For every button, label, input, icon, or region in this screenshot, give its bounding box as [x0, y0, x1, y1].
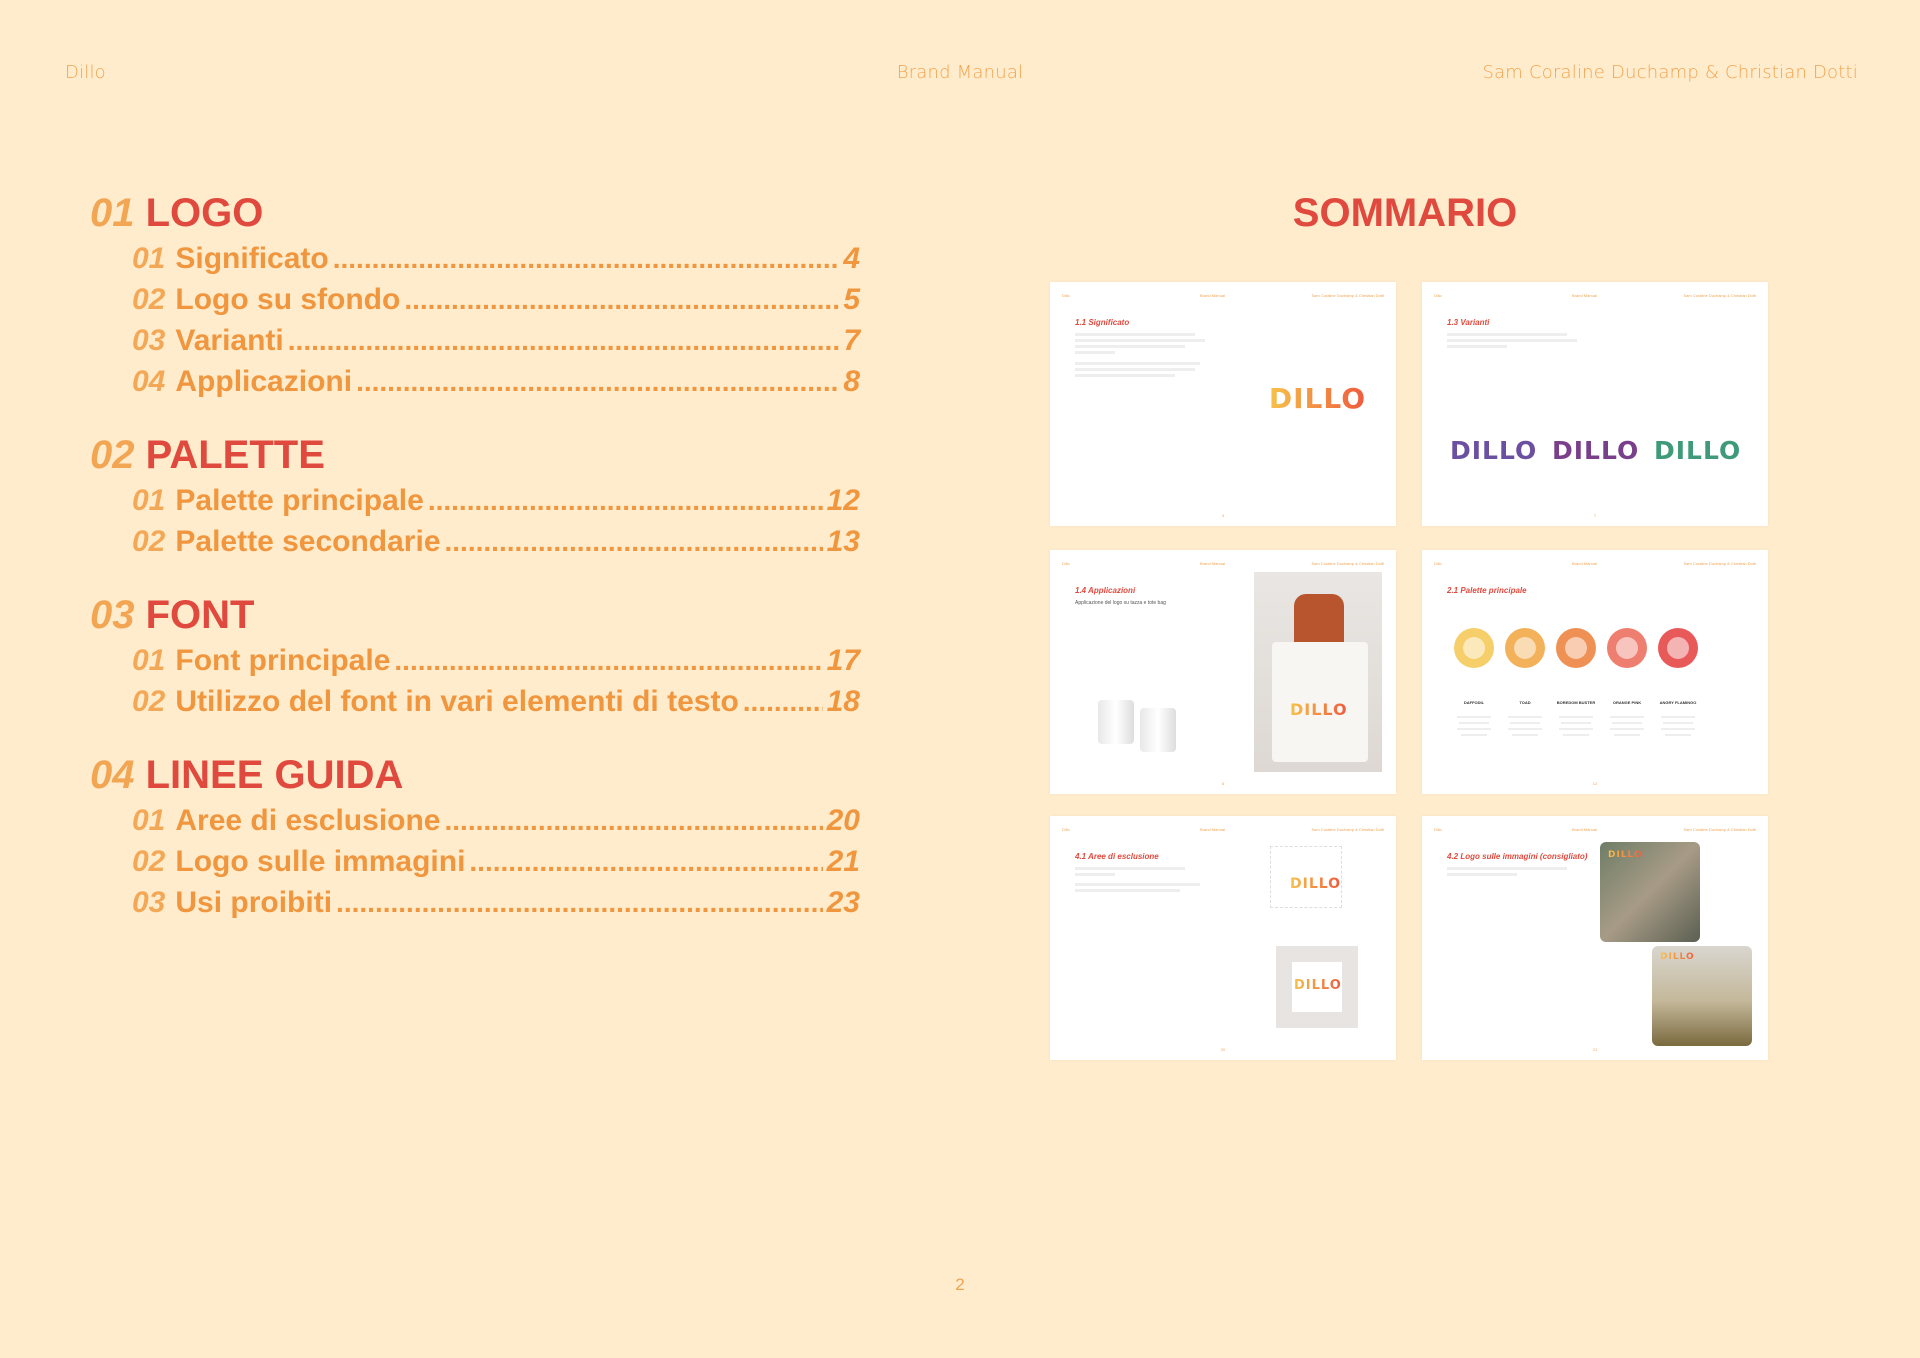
entry-page: 20: [826, 804, 860, 837]
entry-label: Logo su sfondo: [175, 283, 401, 316]
dot-leader: [336, 882, 823, 923]
thumbnail-significato[interactable]: [1050, 282, 1396, 526]
entry-page: 18: [826, 685, 860, 718]
dillo-logo: DILLO: [1294, 978, 1342, 993]
header-doc-title: Brand Manual: [896, 62, 1024, 83]
entry-page: 13: [826, 525, 860, 558]
toc-section: [90, 430, 860, 562]
dot-leader: [333, 238, 840, 279]
dot-leader: [356, 361, 839, 402]
section-title: LINEE GUIDA: [145, 753, 404, 797]
toc-entry[interactable]: [132, 800, 860, 841]
dot-leader: [404, 279, 839, 320]
mini-page-number: 4: [1221, 513, 1225, 518]
header-authors: Sam Coraline Duchamp & Christian Dotti: [1482, 62, 1858, 83]
mini-header-center: Brand Manual: [1200, 293, 1225, 298]
entry-page: 17: [826, 644, 860, 677]
thumb-body-text: [1447, 330, 1587, 351]
palette-color-name: TOAD: [1519, 700, 1531, 705]
mini-page-number: 20: [1220, 1047, 1226, 1052]
entry-label: Usi proibiti: [175, 886, 333, 919]
entry-number: 01: [132, 242, 166, 275]
toc-section-heading[interactable]: [90, 590, 860, 640]
entry-page: 12: [826, 484, 860, 517]
mini-header-center: Brand Manual: [1572, 561, 1597, 566]
toc-entry[interactable]: [132, 841, 860, 882]
thumb-body-text: [1075, 330, 1215, 380]
mini-page-number: 12: [1592, 781, 1598, 786]
mini-header-left: Dillo: [1434, 561, 1442, 566]
entry-label: Aree di esclusione: [175, 804, 441, 837]
entry-label: Varianti: [175, 324, 284, 357]
entry-page: 5: [843, 283, 860, 316]
mini-header-right: Sam Coraline Duchamp & Christian Dotti: [1311, 561, 1384, 566]
toc-section-heading[interactable]: [90, 430, 860, 480]
dot-leader: [428, 480, 823, 521]
entry-number: 03: [132, 886, 166, 919]
entry-number: 01: [132, 484, 166, 517]
entry-label: Font principale: [175, 644, 391, 677]
section-title: PALETTE: [145, 433, 325, 477]
thumb-body-text: Applicazione del logo su tazza e tote bag: [1075, 600, 1166, 606]
entry-label: Applicazioni: [175, 365, 353, 398]
palette-color-values: [1653, 712, 1703, 740]
dillo-logo: DILLO: [1290, 700, 1348, 719]
dillo-logo-purple: DILLO: [1450, 436, 1538, 465]
page-number: 2: [955, 1275, 965, 1294]
mini-header-left: Dillo: [1434, 293, 1442, 298]
thumb-heading: 1.3 Varianti: [1447, 318, 1490, 327]
entry-number: 04: [132, 365, 166, 398]
entry-number: 03: [132, 324, 166, 357]
entry-number: 02: [132, 845, 166, 878]
entry-label: Utilizzo del font in vari elementi di testo: [175, 685, 739, 718]
toc-entry[interactable]: [132, 320, 860, 361]
toc-entry[interactable]: [132, 882, 860, 923]
toc-section: [90, 750, 860, 923]
section-number: 01: [90, 191, 135, 235]
thumb-heading: 4.2 Logo sulle immagini (consigliato): [1447, 852, 1588, 861]
palette-swatch: [1556, 628, 1596, 668]
toc-section: [90, 590, 860, 722]
dot-leader: [743, 681, 823, 722]
mini-page-number: 21: [1592, 1047, 1598, 1052]
mini-header-left: Dillo: [1434, 827, 1442, 832]
section-title: LOGO: [145, 191, 264, 235]
section-number: 03: [90, 593, 135, 637]
thumb-heading: 4.1 Aree di esclusione: [1075, 852, 1159, 861]
mug-image: [1098, 700, 1134, 744]
dillo-logo-violet: DILLO: [1552, 436, 1640, 465]
mini-header-center: Brand Manual: [1572, 293, 1597, 298]
mini-header-right: Sam Coraline Duchamp & Christian Dotti: [1311, 293, 1384, 298]
entry-label: Logo sulle immagini: [175, 845, 466, 878]
thumbnail-applicazioni[interactable]: [1050, 550, 1396, 794]
entry-page: 21: [826, 845, 860, 878]
mini-header-right: Sam Coraline Duchamp & Christian Dotti: [1683, 293, 1756, 298]
entry-label: Palette secondarie: [175, 525, 441, 558]
toc-entry[interactable]: [132, 681, 860, 722]
entry-page: 23: [826, 886, 860, 919]
dillo-logo: DILLO: [1290, 876, 1342, 892]
toc-section-heading[interactable]: [90, 750, 860, 800]
dot-leader: [288, 320, 840, 361]
entry-number: 02: [132, 283, 166, 316]
mini-page-number: 8: [1221, 781, 1225, 786]
dot-leader: [444, 800, 822, 841]
dot-leader: [445, 521, 823, 562]
section-number: 04: [90, 753, 135, 797]
dillo-logo: DILLO: [1268, 382, 1366, 415]
palette-color-values: [1551, 712, 1601, 740]
entry-page: 7: [843, 324, 860, 357]
woman-field-photo: [1652, 946, 1752, 1046]
thumb-body-text: [1447, 864, 1587, 879]
tote-bag-photo: [1254, 572, 1382, 772]
mug-image: [1140, 708, 1176, 752]
mini-header-left: Dillo: [1062, 293, 1070, 298]
entry-label: Significato: [175, 242, 329, 275]
toc-entry[interactable]: [132, 640, 860, 681]
palette-swatch: [1607, 628, 1647, 668]
toc-entry[interactable]: [132, 521, 860, 562]
toc-entry[interactable]: [132, 480, 860, 521]
section-number: 02: [90, 433, 135, 477]
dot-leader: [469, 841, 822, 882]
mini-page-number: 7: [1593, 513, 1597, 518]
thumb-heading: 2.1 Palette principale: [1447, 586, 1527, 595]
mini-header-center: Brand Manual: [1200, 827, 1225, 832]
thumbnail-aree-esclusione[interactable]: [1050, 816, 1396, 1060]
palette-swatch: [1658, 628, 1698, 668]
thumbnail-palette-principale[interactable]: [1422, 550, 1768, 794]
thumb-heading: 1.1 Significato: [1075, 318, 1130, 327]
palette-color-values: [1500, 712, 1550, 740]
group-meeting-photo: [1600, 842, 1700, 942]
palette-color-name: BOREDOM BUSTER: [1556, 700, 1596, 705]
toc-section: [90, 188, 860, 402]
table-of-contents: [90, 188, 860, 951]
dillo-logo-green: DILLO: [1654, 436, 1742, 465]
entry-number: 02: [132, 525, 166, 558]
summary-title: SOMMARIO: [1292, 191, 1518, 235]
mini-header-right: Sam Coraline Duchamp & Christian Dotti: [1311, 827, 1384, 832]
mini-header-right: Sam Coraline Duchamp & Christian Dotti: [1683, 561, 1756, 566]
entry-page: 8: [843, 365, 860, 398]
mini-header-center: Brand Manual: [1572, 827, 1597, 832]
dillo-logo: DILLO: [1608, 850, 1643, 860]
mini-header-left: Dillo: [1062, 561, 1070, 566]
header-brand: Dillo: [65, 62, 106, 83]
exclusion-box: [1276, 946, 1358, 1028]
thumb-body-text: [1075, 864, 1215, 895]
mini-header-left: Dillo: [1062, 827, 1070, 832]
palette-color-name: DAFFODIL: [1463, 700, 1485, 705]
dillo-logo: DILLO: [1660, 952, 1695, 962]
palette-color-name: ANGRY FLAMINGO: [1659, 700, 1697, 705]
dot-leader: [394, 640, 822, 681]
palette-color-values: [1602, 712, 1652, 740]
mini-header-center: Brand Manual: [1200, 561, 1225, 566]
toc-entry[interactable]: [132, 238, 860, 279]
mini-header-right: Sam Coraline Duchamp & Christian Dotti: [1683, 827, 1756, 832]
toc-entry[interactable]: [132, 279, 860, 320]
palette-color-name: ORANGE PINK: [1612, 700, 1642, 705]
entry-label: Palette principale: [175, 484, 424, 517]
thumbnail-logo-immagini[interactable]: [1422, 816, 1768, 1060]
thumb-heading: 1.4 Applicazioni: [1075, 586, 1136, 595]
toc-section-heading[interactable]: [90, 188, 860, 238]
toc-entry[interactable]: [132, 361, 860, 402]
palette-swatch: [1505, 628, 1545, 668]
entry-page: 4: [843, 242, 860, 275]
palette-color-values: [1449, 712, 1499, 740]
entry-number: 02: [132, 685, 166, 718]
palette-swatch: [1454, 628, 1494, 668]
entry-number: 01: [132, 644, 166, 677]
section-title: FONT: [145, 593, 255, 637]
thumbnail-varianti[interactable]: [1422, 282, 1768, 526]
entry-number: 01: [132, 804, 166, 837]
